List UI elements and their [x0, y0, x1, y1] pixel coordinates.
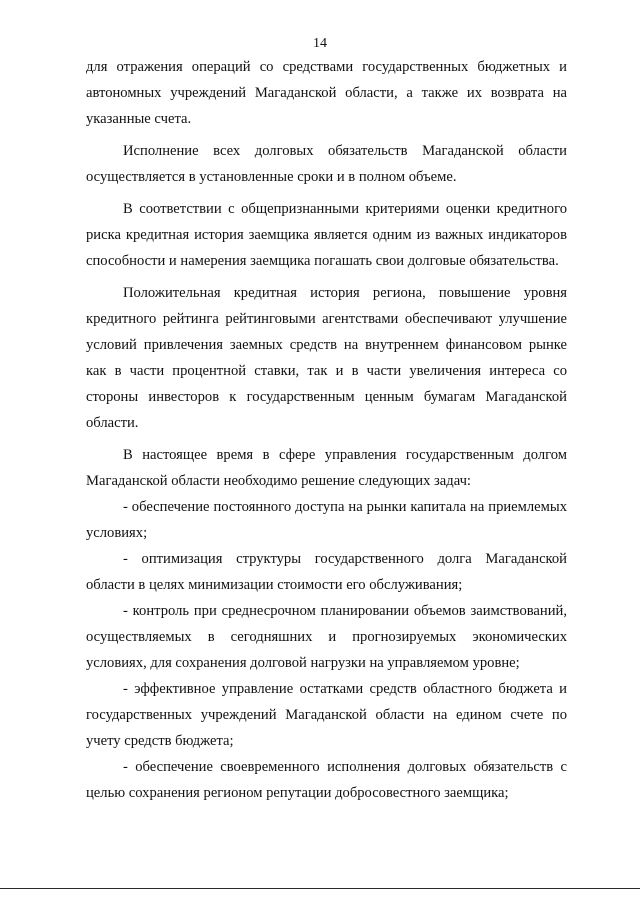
- paragraph-debt-obligations: Исполнение всех долговых обязательств Магаданской области осуществляется в установленные сроки и в полном объеме.: [86, 143, 567, 185]
- paragraph-continuation: для отражения операций со средствами государственных бюджетных и автономных учреждений Магаданской области, а также их возврата на указанные счета.: [86, 59, 567, 127]
- paragraph-credit-risk: В соответствии с общепризнанными критериями оценки кредитного риска кредитная история заемщика является одним из важных индикаторов способности и намерения заемщика погашать свои долговые обязательства.: [86, 201, 567, 269]
- paragraph-credit-history: Положительная кредитная история региона, повышение уровня кредитного рейтинга рейтинговыми агентствами обеспечивают улучшение условий привлечения заемных средств на внутреннем финансовом рынке как в части процентной ставки, так и в части увеличения интереса со стороны инвесторов к государственным ценным бумагам Магаданской области.: [86, 285, 567, 431]
- task-list-item: - обеспечение постоянного доступа на рынки капитала на приемлемых условиях;: [86, 499, 567, 541]
- task-list-item: - эффективное управление остатками средств областного бюджета и государственных учреждений Магаданской области на едином счете по учету средств бюджета;: [86, 681, 567, 749]
- bottom-scan-edge: [0, 888, 640, 889]
- task-list-item: - контроль при среднесрочном планировании объемов заимствований, осуществляемых в сегодняшних и прогнозируемых экономических условиях, для сохранения долговой нагрузки на управляемом уровне;: [86, 603, 567, 671]
- document-body: [86, 54, 567, 806]
- page-number: 14: [313, 36, 327, 51]
- task-list-item: - обеспечение своевременного исполнения долговых обязательств с целью сохранения регионом репутации добросовестного заемщика;: [86, 759, 567, 801]
- paragraph-tasks-intro: В настоящее время в сфере управления государственным долгом Магаданской области необходимо решение следующих задач:: [86, 447, 567, 489]
- task-list-item: - оптимизация структуры государственного долга Магаданской области в целях минимизации стоимости его обслуживания;: [86, 551, 567, 593]
